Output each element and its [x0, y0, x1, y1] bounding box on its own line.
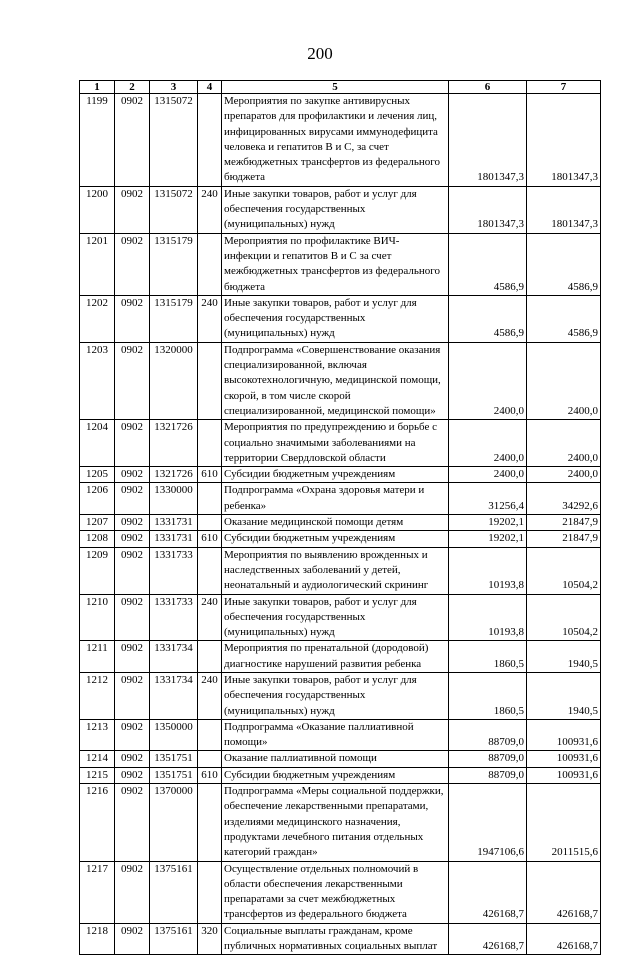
- expense-type-cell: 240: [198, 295, 222, 342]
- row-number-cell: 1216: [80, 784, 115, 861]
- expense-type-cell: 610: [198, 531, 222, 547]
- amount-col7-cell: 100931,6: [527, 719, 601, 751]
- section-code-cell: 0902: [115, 594, 150, 641]
- column-header: 1: [80, 81, 115, 94]
- expense-type-cell: 610: [198, 767, 222, 783]
- column-header: 7: [527, 81, 601, 94]
- column-header: 4: [198, 81, 222, 94]
- section-code-cell: 0902: [115, 641, 150, 673]
- description-cell: Подпрограмма «Охрана здоровья матери и ребенка»: [222, 483, 449, 515]
- target-article-cell: 1331733: [150, 594, 198, 641]
- amount-col7-cell: 2400,0: [527, 467, 601, 483]
- section-code-cell: 0902: [115, 515, 150, 531]
- section-code-cell: 0902: [115, 420, 150, 467]
- row-number-cell: 1210: [80, 594, 115, 641]
- amount-col6-cell: 10193,8: [449, 547, 527, 594]
- amount-col6-cell: 426168,7: [449, 923, 527, 955]
- table-row: [80, 641, 601, 673]
- amount-col7-cell: 100931,6: [527, 751, 601, 767]
- table-row: [80, 233, 601, 295]
- table-row: [80, 767, 601, 783]
- target-article-cell: 1350000: [150, 719, 198, 751]
- row-number-cell: 1200: [80, 186, 115, 233]
- table-row: [80, 531, 601, 547]
- section-code-cell: 0902: [115, 861, 150, 923]
- table-row: [80, 547, 601, 594]
- amount-col6-cell: 88709,0: [449, 751, 527, 767]
- amount-col6-cell: 2400,0: [449, 467, 527, 483]
- row-number-cell: 1215: [80, 767, 115, 783]
- description-cell: Иные закупки товаров, работ и услуг для обеспечения государственных (муниципальных) нужд: [222, 186, 449, 233]
- row-number-cell: 1208: [80, 531, 115, 547]
- amount-col6-cell: 19202,1: [449, 515, 527, 531]
- expense-type-cell: 240: [198, 594, 222, 641]
- row-number-cell: 1209: [80, 547, 115, 594]
- description-cell: Подпрограмма «Совершенствование оказания специализированной, включая высокотехнологичную, медицинской помощи, скорой, в том числе скорой специализированной, медицинской помощи»: [222, 342, 449, 419]
- table-row: [80, 295, 601, 342]
- target-article-cell: 1321726: [150, 467, 198, 483]
- table-row: [80, 186, 601, 233]
- table-row: [80, 594, 601, 641]
- expense-type-cell: 240: [198, 672, 222, 719]
- table-row: [80, 483, 601, 515]
- amount-col6-cell: 426168,7: [449, 861, 527, 923]
- row-number-cell: 1203: [80, 342, 115, 419]
- amount-col6-cell: 10193,8: [449, 594, 527, 641]
- description-cell: Иные закупки товаров, работ и услуг для обеспечения государственных (муниципальных) нужд: [222, 295, 449, 342]
- target-article-cell: 1315072: [150, 94, 198, 187]
- amount-col7-cell: 34292,6: [527, 483, 601, 515]
- expense-type-cell: [198, 641, 222, 673]
- row-number-cell: 1202: [80, 295, 115, 342]
- amount-col7-cell: 21847,9: [527, 515, 601, 531]
- section-code-cell: 0902: [115, 547, 150, 594]
- row-number-cell: 1207: [80, 515, 115, 531]
- expense-type-cell: 320: [198, 923, 222, 955]
- target-article-cell: 1331734: [150, 641, 198, 673]
- expense-type-cell: [198, 547, 222, 594]
- amount-col6-cell: 4586,9: [449, 295, 527, 342]
- target-article-cell: 1370000: [150, 784, 198, 861]
- amount-col6-cell: 2400,0: [449, 420, 527, 467]
- amount-col7-cell: 21847,9: [527, 531, 601, 547]
- description-cell: Осуществление отдельных полномочий в области обеспечения лекарственными препаратами за счет межбюджетных трансфертов из федерального бюджета: [222, 861, 449, 923]
- description-cell: Оказание медицинской помощи детям: [222, 515, 449, 531]
- section-code-cell: 0902: [115, 186, 150, 233]
- row-number-cell: 1205: [80, 467, 115, 483]
- section-code-cell: 0902: [115, 483, 150, 515]
- expense-type-cell: [198, 94, 222, 187]
- row-number-cell: 1212: [80, 672, 115, 719]
- amount-col6-cell: 1947106,6: [449, 784, 527, 861]
- amount-col6-cell: 1801347,3: [449, 94, 527, 187]
- table-row: [80, 515, 601, 531]
- amount-col6-cell: 2400,0: [449, 342, 527, 419]
- header-row: [80, 81, 601, 94]
- description-cell: Мероприятия по закупке антивирусных препаратов для профилактики и лечения лиц, инфицированных вирусами иммунодефицита человека и гепатитов В и С, за счет межбюджетных трансфертов из федерального бюджета: [222, 94, 449, 187]
- section-code-cell: 0902: [115, 784, 150, 861]
- expense-type-cell: [198, 719, 222, 751]
- target-article-cell: 1375161: [150, 861, 198, 923]
- expense-type-cell: 610: [198, 467, 222, 483]
- target-article-cell: 1320000: [150, 342, 198, 419]
- amount-col6-cell: 1860,5: [449, 641, 527, 673]
- amount-col7-cell: 1801347,3: [527, 94, 601, 187]
- expense-type-cell: 240: [198, 186, 222, 233]
- column-header: 2: [115, 81, 150, 94]
- description-cell: Иные закупки товаров, работ и услуг для обеспечения государственных (муниципальных) нужд: [222, 672, 449, 719]
- table-row: [80, 94, 601, 187]
- description-cell: Субсидии бюджетным учреждениям: [222, 467, 449, 483]
- expense-type-cell: [198, 483, 222, 515]
- expense-type-cell: [198, 233, 222, 295]
- section-code-cell: 0902: [115, 672, 150, 719]
- row-number-cell: 1211: [80, 641, 115, 673]
- expense-type-cell: [198, 784, 222, 861]
- amount-col7-cell: 1940,5: [527, 641, 601, 673]
- section-code-cell: 0902: [115, 751, 150, 767]
- target-article-cell: 1331733: [150, 547, 198, 594]
- amount-col7-cell: 10504,2: [527, 547, 601, 594]
- budget-table: [79, 80, 601, 955]
- expense-type-cell: [198, 342, 222, 419]
- section-code-cell: 0902: [115, 531, 150, 547]
- expense-type-cell: [198, 420, 222, 467]
- amount-col7-cell: 4586,9: [527, 233, 601, 295]
- target-article-cell: 1315179: [150, 233, 198, 295]
- section-code-cell: 0902: [115, 233, 150, 295]
- table-row: [80, 342, 601, 419]
- amount-col7-cell: 2011515,6: [527, 784, 601, 861]
- description-cell: Социальные выплаты гражданам, кроме публичных нормативных социальных выплат: [222, 923, 449, 955]
- amount-col7-cell: 2400,0: [527, 420, 601, 467]
- amount-col7-cell: 2400,0: [527, 342, 601, 419]
- description-cell: Мероприятия по пренатальной (дородовой) диагностике нарушений развития ребенка: [222, 641, 449, 673]
- section-code-cell: 0902: [115, 342, 150, 419]
- amount-col6-cell: 31256,4: [449, 483, 527, 515]
- section-code-cell: 0902: [115, 767, 150, 783]
- row-number-cell: 1213: [80, 719, 115, 751]
- column-header: 6: [449, 81, 527, 94]
- target-article-cell: 1315072: [150, 186, 198, 233]
- column-header: 5: [222, 81, 449, 94]
- expense-type-cell: [198, 861, 222, 923]
- amount-col7-cell: 426168,7: [527, 923, 601, 955]
- table-row: [80, 420, 601, 467]
- table-row: [80, 861, 601, 923]
- target-article-cell: 1331734: [150, 672, 198, 719]
- target-article-cell: 1331731: [150, 531, 198, 547]
- row-number-cell: 1214: [80, 751, 115, 767]
- table-row: [80, 719, 601, 751]
- table-row: [80, 672, 601, 719]
- section-code-cell: 0902: [115, 295, 150, 342]
- description-cell: Мероприятия по выявлению врожденных и наследственных заболеваний у детей, неонатальный и аудиологический скрининг: [222, 547, 449, 594]
- target-article-cell: 1351751: [150, 751, 198, 767]
- section-code-cell: 0902: [115, 719, 150, 751]
- row-number-cell: 1201: [80, 233, 115, 295]
- row-number-cell: 1218: [80, 923, 115, 955]
- table-row: [80, 467, 601, 483]
- row-number-cell: 1217: [80, 861, 115, 923]
- description-cell: Подпрограмма «Меры социальной поддержки, обеспечение лекарственными препаратами, изделиями медицинского назначения, продуктами лечебного питания отдельных категорий граждан»: [222, 784, 449, 861]
- amount-col7-cell: 1801347,3: [527, 186, 601, 233]
- target-article-cell: 1351751: [150, 767, 198, 783]
- expense-type-cell: [198, 751, 222, 767]
- amount-col6-cell: 19202,1: [449, 531, 527, 547]
- target-article-cell: 1375161: [150, 923, 198, 955]
- section-code-cell: 0902: [115, 94, 150, 187]
- table-row: [80, 923, 601, 955]
- section-code-cell: 0902: [115, 467, 150, 483]
- amount-col6-cell: 88709,0: [449, 767, 527, 783]
- amount-col7-cell: 100931,6: [527, 767, 601, 783]
- amount-col6-cell: 4586,9: [449, 233, 527, 295]
- column-header: 3: [150, 81, 198, 94]
- description-cell: Мероприятия по предупреждению и борьбе с социально значимыми заболеваниями на территории Свердловской области: [222, 420, 449, 467]
- section-code-cell: 0902: [115, 923, 150, 955]
- table-row: [80, 751, 601, 767]
- amount-col7-cell: 1940,5: [527, 672, 601, 719]
- row-number-cell: 1199: [80, 94, 115, 187]
- amount-col6-cell: 1860,5: [449, 672, 527, 719]
- amount-col6-cell: 1801347,3: [449, 186, 527, 233]
- description-cell: Субсидии бюджетным учреждениям: [222, 531, 449, 547]
- description-cell: Оказание паллиативной помощи: [222, 751, 449, 767]
- expense-type-cell: [198, 515, 222, 531]
- target-article-cell: 1331731: [150, 515, 198, 531]
- target-article-cell: 1330000: [150, 483, 198, 515]
- amount-col7-cell: 10504,2: [527, 594, 601, 641]
- amount-col6-cell: 88709,0: [449, 719, 527, 751]
- amount-col7-cell: 426168,7: [527, 861, 601, 923]
- description-cell: Иные закупки товаров, работ и услуг для обеспечения государственных (муниципальных) нужд: [222, 594, 449, 641]
- row-number-cell: 1204: [80, 420, 115, 467]
- table-row: [80, 784, 601, 861]
- amount-col7-cell: 4586,9: [527, 295, 601, 342]
- description-cell: Подпрограмма «Оказание паллиативной помощи»: [222, 719, 449, 751]
- description-cell: Субсидии бюджетным учреждениям: [222, 767, 449, 783]
- page-number: 200: [307, 44, 333, 63]
- description-cell: Мероприятия по профилактике ВИЧ-инфекции и гепатитов В и С за счет межбюджетных трансфертов из федерального бюджета: [222, 233, 449, 295]
- row-number-cell: 1206: [80, 483, 115, 515]
- target-article-cell: 1321726: [150, 420, 198, 467]
- target-article-cell: 1315179: [150, 295, 198, 342]
